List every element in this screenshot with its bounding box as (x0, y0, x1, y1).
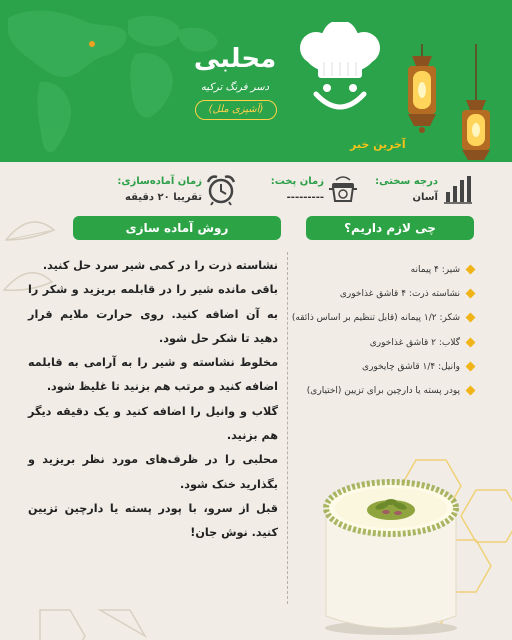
recipe-title: محلبی (193, 44, 277, 74)
method-step: باقی مانده شیر را در قابلمه بریزید و شکر را به آن اضافه کنید. روی حرارت ملایم قرار دهید تا شکر حل شود. (28, 283, 278, 345)
method-step: گلاب و وانیل را اضافه کنید و یک دقیقه دیگر هم بزنید. (28, 404, 278, 443)
list-item: وانیل: ۱/۴ قاشق چایخوری (296, 355, 474, 379)
alarm-clock-icon (206, 174, 236, 206)
diamond-bullet-icon (466, 361, 476, 371)
recipe-subtitle: دسر فرنگ ترکیه (200, 82, 270, 93)
list-item: شکر: ۱/۲ پیمانه (قابل تنظیم بر اساس ذائقه) (296, 306, 474, 330)
cook-time-info (248, 172, 358, 212)
list-item: شیر: ۴ پیمانه (296, 258, 474, 282)
method-heading: روش آماده سازی (73, 216, 281, 240)
method-steps (28, 254, 278, 546)
method-step: مخلوط نشاسته و شیر را به آرامی به قابلمه اضافه کنید و مرتب هم بزنید تا غلیظ شود. (28, 356, 278, 394)
diamond-bullet-icon (466, 289, 476, 299)
diamond-bullet-icon (466, 313, 476, 323)
difficulty-label: درجه سختی: (375, 176, 438, 187)
diamond-bullet-icon (466, 265, 476, 275)
category-badge: (آشپزی ملل) (195, 100, 277, 120)
lantern-left (408, 56, 436, 133)
ingredients-list (291, 258, 474, 403)
difficulty-info (372, 172, 472, 212)
difficulty-value: آسان (412, 192, 438, 203)
cook-time-value: --------- (286, 192, 324, 203)
lantern-right (462, 100, 490, 160)
ramadan-lanterns (398, 44, 512, 162)
header-banner (0, 0, 512, 162)
geometric-decoration-bottom (30, 600, 150, 640)
prep-time-value: تقریبا ۲۰ دقیقه (125, 192, 202, 203)
diamond-bullet-icon (466, 385, 476, 395)
mahalabia-dessert-image (316, 470, 466, 635)
method-step: قبل از سرو، با پودر پسته یا دارچین تزیین کنید. نوش جان! (28, 501, 278, 540)
pot-icon (328, 174, 358, 204)
method-step: محلبی را در ظرف‌های مورد نظر بریزید و بگذارید خنک شود. (28, 453, 278, 491)
list-item: نشاسته ذرت: ۴ قاشق غذاخوری (296, 282, 474, 306)
method-step: نشاسته ذرت را در کمی شیر سرد حل کنید. (42, 259, 278, 272)
list-item: گلاب: ۲ قاشق غذاخوری (296, 331, 474, 355)
diamond-bullet-icon (466, 337, 476, 347)
prep-time-label: زمان آماده‌سازی: (117, 176, 202, 187)
bars-icon (444, 174, 472, 204)
cook-time-label: زمان پخت: (270, 176, 324, 187)
brand-logo-text: آخرین خبر (350, 138, 406, 151)
ingredients-heading: چی لازم داریم؟ (306, 216, 474, 240)
list-item: پودر پسته یا دارچین برای تزیین (اختیاری) (296, 379, 474, 403)
prep-time-info (88, 172, 236, 212)
chef-hat-smiley-logo (298, 22, 382, 118)
column-divider (287, 252, 288, 604)
